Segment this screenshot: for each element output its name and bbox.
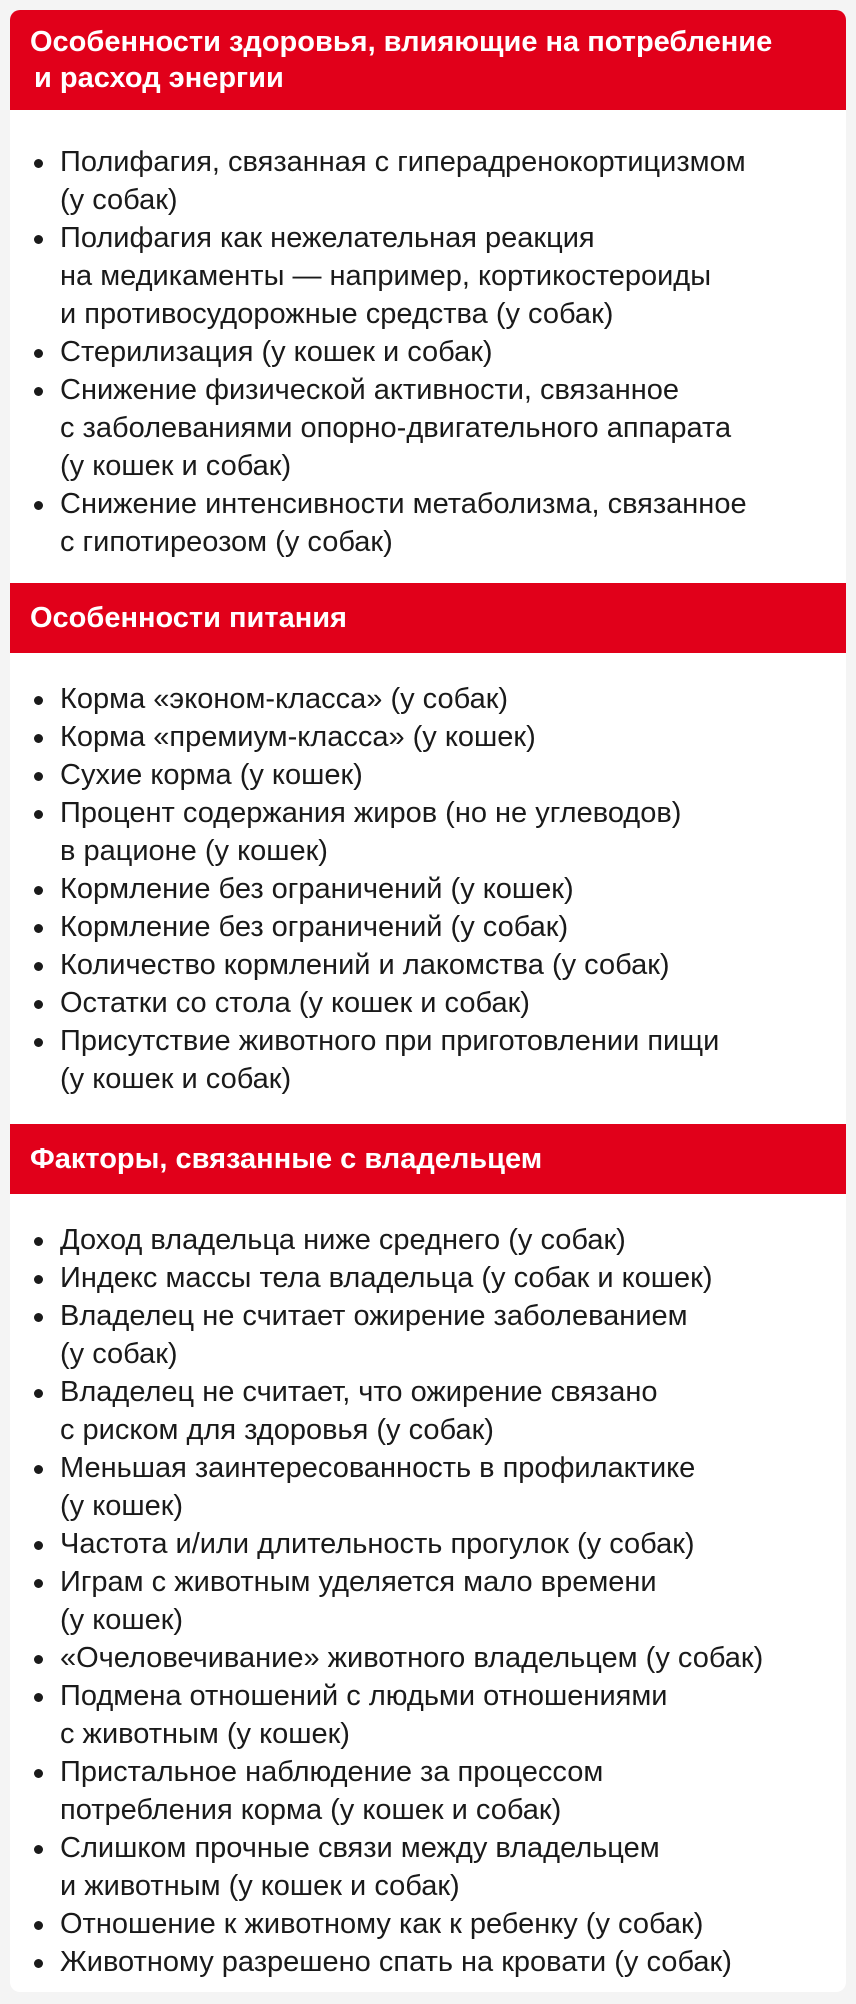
section-header-health <box>10 10 846 110</box>
list-item: Полифагия как нежелательная реакция на медикаменты — например, кортикостероиды и противосудорожные средства (у собак) <box>10 219 846 333</box>
list-item: Кормление без ограничений (у собак) <box>10 908 846 946</box>
list-item: Количество кормлений и лакомства (у собак) <box>10 946 846 984</box>
list-item: «Очеловечивание» животного владельцем (у собак) <box>10 1639 846 1677</box>
list-item: Доход владельца ниже среднего (у собак) <box>10 1221 846 1259</box>
list-item: Полифагия, связанная с гиперадренокортицизмом (у собак) <box>10 143 846 219</box>
list-item: Процент содержания жиров (но не углеводов) в рационе (у кошек) <box>10 794 846 870</box>
list-item: Корма «эконом-класса» (у собак) <box>10 680 846 718</box>
list-item: Остатки со стола (у кошек и собак) <box>10 984 846 1022</box>
list-item: Корма «премиум-класса» (у кошек) <box>10 718 846 756</box>
owner-factors-list <box>10 1194 846 1981</box>
risk-factors-card <box>10 10 846 1992</box>
list-item: Пристальное наблюдение за процессом потребления корма (у кошек и собак) <box>10 1753 846 1829</box>
section-header-nutrition <box>10 583 846 653</box>
list-item: Присутствие животного при приготовлении пищи (у кошек и собак) <box>10 1022 846 1098</box>
list-item: Сухие корма (у кошек) <box>10 756 846 794</box>
nutrition-factors-list <box>10 653 846 1124</box>
list-item: Отношение к животному как к ребенку (у собак) <box>10 1905 846 1943</box>
list-item: Животному разрешено спать на кровати (у собак) <box>10 1943 846 1981</box>
section-header-owner <box>10 1124 846 1194</box>
section-title-line: Факторы, связанные с владельцем <box>30 1143 543 1175</box>
list-item: Частота и/или длительность прогулок (у собак) <box>10 1525 846 1563</box>
list-item: Владелец не считает ожирение заболеванием (у собак) <box>10 1297 846 1373</box>
list-item: Меньшая заинтересованность в профилактике (у кошек) <box>10 1449 846 1525</box>
list-item: Слишком прочные связи между владельцем и животным (у кошек и собак) <box>10 1829 846 1905</box>
section-title-line: Особенности питания <box>30 602 347 634</box>
section-title-line: Особенности здоровья, влияющие на потребление <box>30 26 773 58</box>
list-item: Стерилизация (у кошек и собак) <box>10 333 846 371</box>
list-item: Играм с животным уделяется мало времени (у кошек) <box>10 1563 846 1639</box>
section-title-line: и расход энергии <box>34 62 284 94</box>
list-item: Владелец не считает, что ожирение связано с риском для здоровья (у собак) <box>10 1373 846 1449</box>
health-factors-list <box>10 110 846 583</box>
list-item: Снижение интенсивности метаболизма, связанное с гипотиреозом (у собак) <box>10 485 846 561</box>
list-item: Индекс массы тела владельца (у собак и кошек) <box>10 1259 846 1297</box>
list-item: Подмена отношений с людьми отношениями с животным (у кошек) <box>10 1677 846 1753</box>
list-item: Снижение физической активности, связанное с заболеваниями опорно-двигательного аппарата (у кошек и собак) <box>10 371 846 485</box>
list-item: Кормление без ограничений (у кошек) <box>10 870 846 908</box>
